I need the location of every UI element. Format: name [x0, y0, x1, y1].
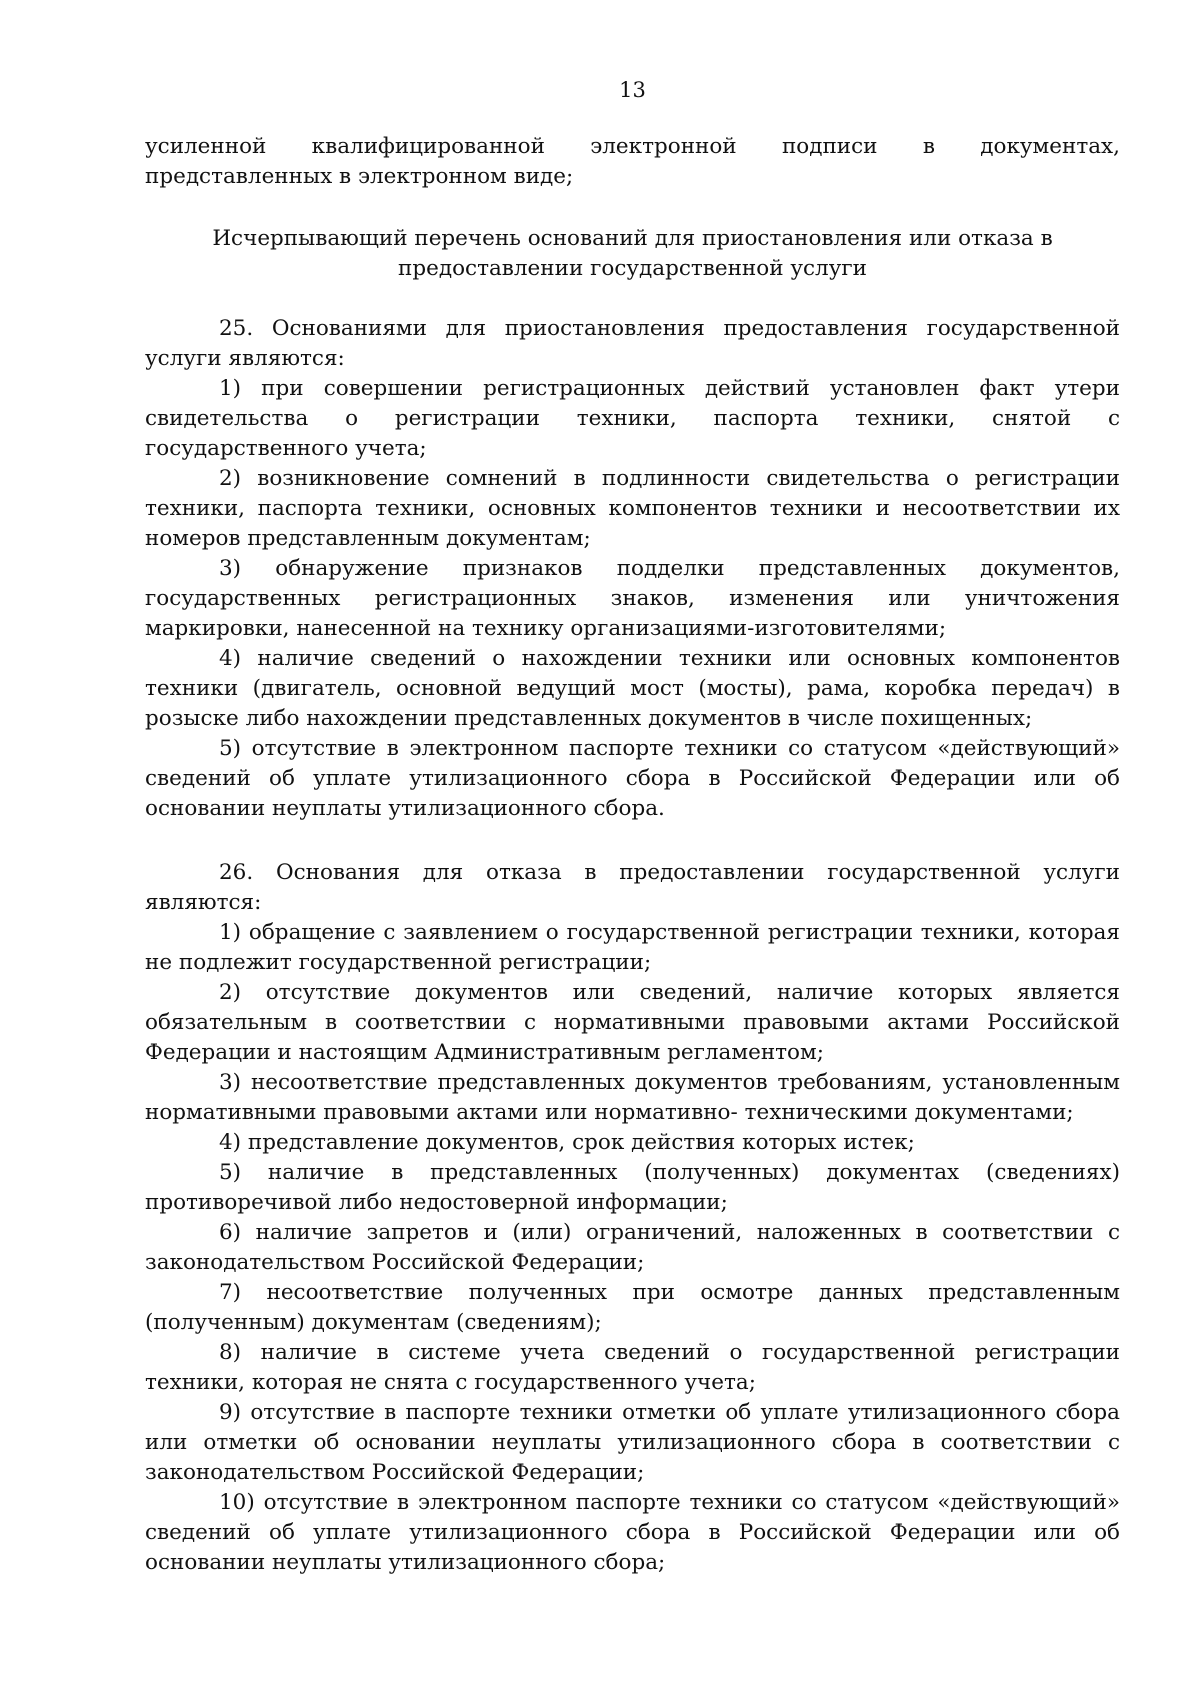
intro-continuation: усиленной квалифицированной электронной подписи в документах, представленных в электронном виде; [145, 134, 1120, 189]
section-26-item-3: 3) несоответствие представленных документов требованиям, установленным нормативными правовыми актами или нормативно- техническими документами; [145, 1070, 1120, 1125]
section-26-item-8: 8) наличие в системе учета сведений о государственной регистрации техники, которая не снята с государственного учета; [145, 1340, 1120, 1395]
page-number: 13 [619, 78, 646, 102]
section-25-item-2: 2) возникновение сомнений в подлинности свидетельства о регистрации техники, паспорта техники, основных компонентов техники и несоответствии их номеров представленным документам; [145, 466, 1120, 551]
section-26-item-2: 2) отсутствие документов или сведений, наличие которых является обязательным в соответствии с нормативными правовыми актами Российской Федерации и настоящим Административным регламентом; [145, 980, 1120, 1065]
section-26-item-7: 7) несоответствие полученных при осмотре данных представленным (полученным) документам (сведениям); [145, 1280, 1120, 1335]
section-25-item-5: 5) отсутствие в электронном паспорте техники со статусом «действующий» сведений об уплате утилизационного сбора в Российской Федерации или об основании неуплаты утилизационного сбора. [145, 736, 1120, 821]
document-body [145, 132, 1120, 1578]
section-heading: Исчерпывающий перечень оснований для приостановления или отказа в предоставлении государственной услуги [212, 226, 1053, 281]
section-26-lead: 26. Основания для отказа в предоставлении государственной услуги являются: [145, 860, 1120, 915]
section-26-item-9: 9) отсутствие в паспорте техники отметки об уплате утилизационного сбора или отметки об основании неуплаты утилизационного сбора в соответствии с законодательством Российской Федерации; [145, 1400, 1120, 1485]
section-26-item-1: 1) обращение с заявлением о государственной регистрации техники, которая не подлежит государственной регистрации; [145, 920, 1120, 975]
section-26-item-6: 6) наличие запретов и (или) ограничений, наложенных в соответствии с законодательством Российской Федерации; [145, 1220, 1120, 1275]
section-25-item-3: 3) обнаружение признаков подделки представленных документов, государственных регистрационных знаков, изменения или уничтожения маркировки, нанесенной на технику организациями-изготовителями; [145, 556, 1120, 641]
section-spacer [145, 824, 1120, 858]
section-26-item-5: 5) наличие в представленных (полученных) документах (сведениях) противоречивой либо недостоверной информации; [145, 1160, 1120, 1215]
section-26-item-10: 10) отсутствие в электронном паспорте техники со статусом «действующий» сведений об уплате утилизационного сбора в Российской Федерации или об основании неуплаты утилизационного сбора; [145, 1490, 1120, 1575]
section-25-item-4: 4) наличие сведений о нахождении техники или основных компонентов техники (двигатель, основной ведущий мост (мосты), рама, коробка передач) в розыске либо нахождении представленных документов в числе похищенных; [145, 646, 1120, 731]
section-25-item-1: 1) при совершении регистрационных действий установлен факт утери свидетельства о регистрации техники, паспорта техники, снятой с государственного учета; [145, 376, 1120, 461]
section-25-lead: 25. Основаниями для приостановления предоставления государственной услуги являются: [145, 316, 1120, 371]
section-26-item-4: 4) представление документов, срок действия которых истек; [219, 1130, 915, 1155]
